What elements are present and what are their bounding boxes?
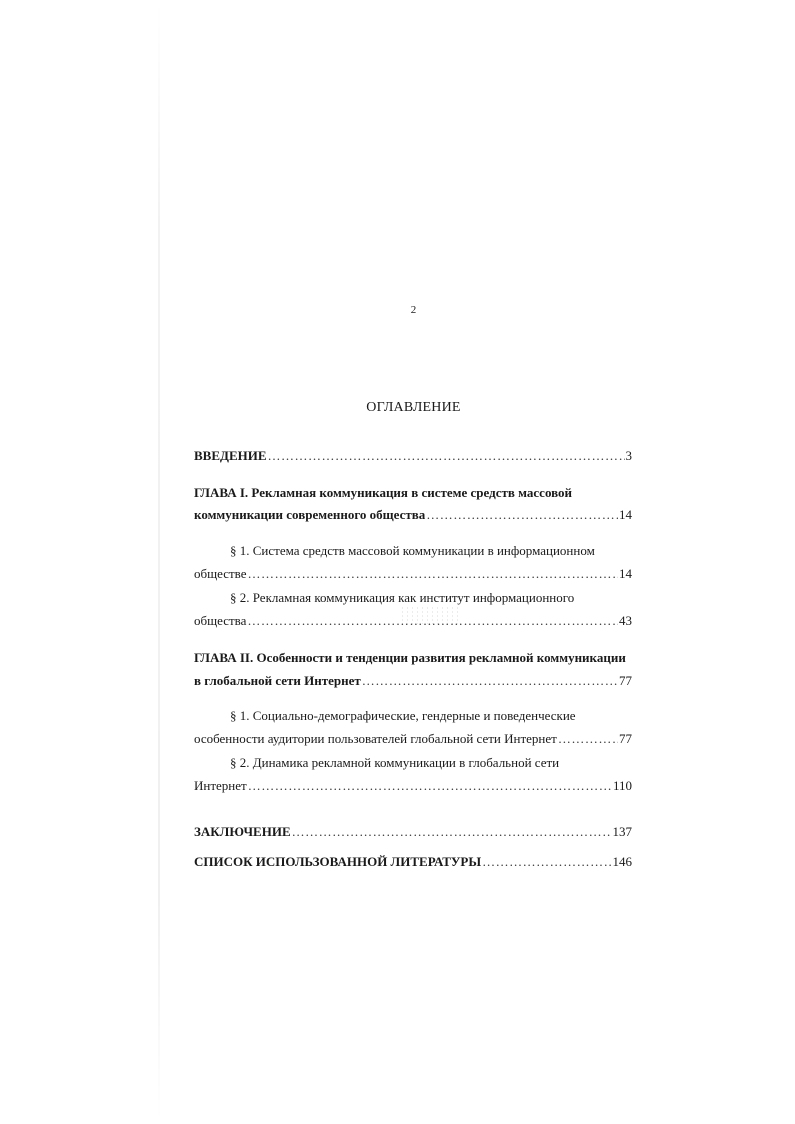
toc-entry-bibliography[interactable]: [194, 854, 632, 870]
leader-dots: [362, 673, 618, 689]
leader-dots: [482, 854, 611, 870]
toc-title: ОГЛАВЛЕНИЕ: [366, 400, 461, 415]
toc-entry-title: ЗАКЛЮЧЕНИЕ: [194, 824, 291, 839]
toc-entry-page: 43: [619, 613, 632, 628]
toc-entry-title: общества: [194, 613, 247, 628]
toc-entry-ch2-sec2-line1[interactable]: § 2. Динамика рекламной коммуникации в глобальной сети: [230, 755, 560, 770]
scan-edge-shadow: [158, 0, 160, 1124]
toc-entry-title: СПИСОК ИСПОЛЬЗОВАННОЙ ЛИТЕРАТУРЫ: [194, 854, 482, 869]
toc-entry-page: 110: [612, 778, 632, 793]
toc-entry-page: 3: [625, 448, 632, 463]
toc-entry-title: коммуникации современного общества: [194, 507, 426, 522]
toc-entry-page: 137: [612, 824, 632, 839]
leader-dots: [426, 507, 618, 523]
toc-entry-ch2[interactable]: [194, 673, 632, 689]
scan-noise: [400, 606, 460, 624]
toc-entry-page: 146: [612, 854, 632, 869]
toc-entry-ch2-sec1[interactable]: [194, 731, 632, 747]
toc-entry-page: 14: [619, 566, 632, 581]
toc-entry-intro[interactable]: [194, 448, 632, 464]
toc-entry-page: 77: [619, 673, 632, 688]
toc-entry-ch1-title-line1[interactable]: ГЛАВА I. Рекламная коммуникация в системе средств массовой: [194, 485, 573, 500]
toc-entry-ch1-sec1[interactable]: [194, 566, 632, 582]
toc-entry-conclusion[interactable]: [194, 824, 632, 840]
leader-dots: [558, 731, 618, 747]
page-number: 2: [410, 304, 417, 316]
toc-entry-ch2-title-line1[interactable]: ГЛАВА II. Особенности и тенденции развития рекламной коммуникации: [194, 650, 626, 665]
leader-dots: [268, 448, 625, 464]
toc-entry-page: 77: [619, 731, 632, 746]
toc-entry-ch2-sec1-line1[interactable]: § 1. Социально-демографические, гендерные и поведенческие: [230, 708, 576, 723]
leader-dots: [248, 778, 612, 794]
toc-entry-ch1[interactable]: [194, 507, 632, 523]
toc-entry-title: в глобальной сети Интернет: [194, 673, 361, 688]
leader-dots: [292, 824, 612, 840]
toc-entry-ch2-sec2[interactable]: [194, 778, 632, 794]
toc-entry-title: обществе: [194, 566, 247, 581]
toc-entry-title: ВВЕДЕНИЕ: [194, 448, 267, 463]
toc-entry-page: 14: [619, 507, 632, 522]
toc-entry-title: особенности аудитории пользователей глобальной сети Интернет: [194, 731, 557, 746]
toc-entry-ch1-sec2-line1[interactable]: § 2. Рекламная коммуникация как институт информационного: [230, 590, 575, 605]
toc-entry-title: Интернет: [194, 778, 247, 793]
leader-dots: [248, 566, 618, 582]
toc-entry-ch1-sec1-line1[interactable]: § 1. Система средств массовой коммуникации в информационном: [230, 543, 595, 558]
